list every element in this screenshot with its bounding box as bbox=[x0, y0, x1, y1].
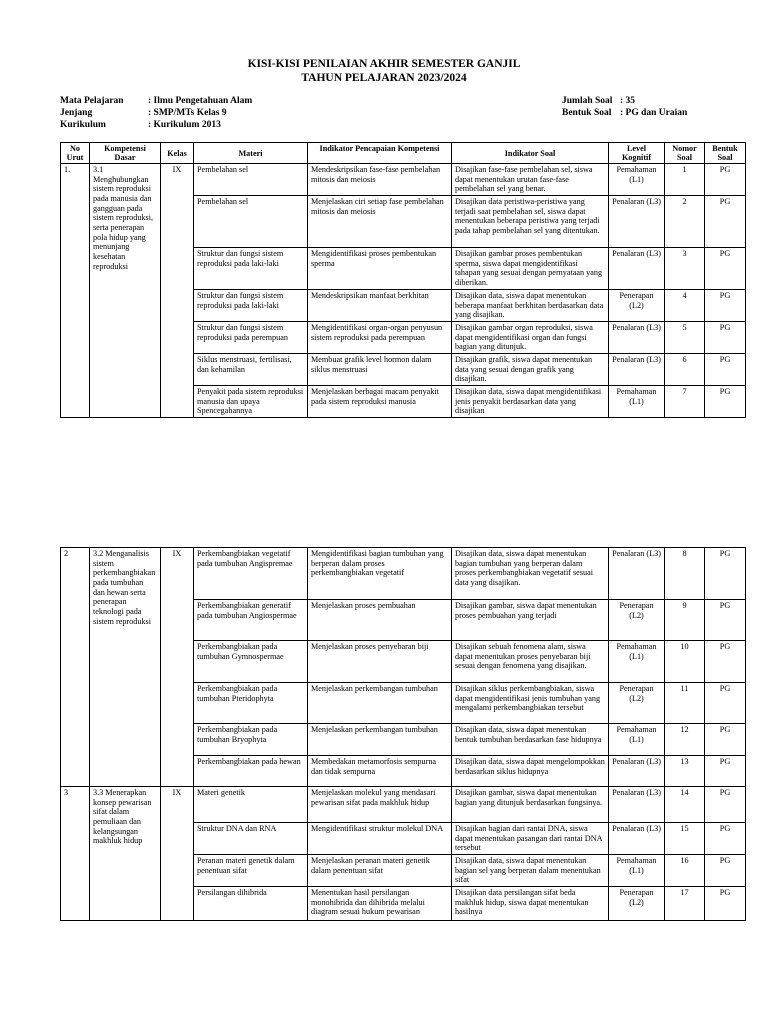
header-indikator: Indikator Soal bbox=[452, 143, 609, 164]
cell-bentuk: PG bbox=[705, 600, 746, 641]
cell-indikator: Disajikan bagian dari rantai DNA, siswa dapat menentukan pasangan dari rantai DNA tersebut bbox=[452, 823, 609, 855]
meta-jumlah-value: : 35 bbox=[620, 96, 636, 106]
cell-bentuk: PG bbox=[705, 756, 746, 787]
cell-bentuk: PG bbox=[705, 354, 746, 386]
meta-kurikulum-value: : Kurikulum 2013 bbox=[148, 120, 221, 130]
header-bentuk: Bentuk Soal bbox=[705, 143, 746, 164]
table-header-row bbox=[61, 143, 746, 164]
cell-materi: Perkembangbiakan pada tumbuhan Pteridophyta bbox=[194, 683, 308, 724]
cell-indikator: Disajikan gambar proses pembentukan sperma, siswa dapat mengidentifikasi tahapan yang sesuai dengan pernyataan yang diberikan. bbox=[452, 248, 609, 290]
cell-materi: Pembelahan sel bbox=[194, 164, 308, 196]
cell-ipk: Mengidentifikasi proses pembentukan sperma bbox=[308, 248, 452, 290]
cell-nomor: 16 bbox=[665, 855, 705, 887]
cell-nomor: 9 bbox=[665, 600, 705, 641]
cell-no: 3 bbox=[61, 787, 90, 921]
cell-materi: Siklus menstruasi, fertilisasi, dan kehamilan bbox=[194, 354, 308, 386]
cell-ipk: Membedakan metamorfosis sempurna dan tidak sempurna bbox=[308, 756, 452, 787]
table-row bbox=[61, 548, 746, 600]
cell-indikator: Disajikan sebuah fenomena alam, siswa dapat menentukan proses penyebaran biji sesuai dengan fenomena yang disajikan. bbox=[452, 641, 609, 683]
meta-jenjang bbox=[60, 108, 227, 118]
cell-bentuk: PG bbox=[705, 724, 746, 756]
cell-indikator: Disajikan gambar organ reproduksi, siswa dapat mengidentifikasi organ dan fungsi bagian yang ditunjuk. bbox=[452, 322, 609, 354]
cell-ipk: Mendeskripsikan fase-fase pembelahan mitosis dan meiosis bbox=[308, 164, 452, 196]
cell-bentuk: PG bbox=[705, 823, 746, 855]
cell-materi: Materi genetik bbox=[194, 787, 308, 823]
cell-materi: Perkembangbiakan pada tumbuhan Bryophyta bbox=[194, 724, 308, 756]
meta-bentuk-value: : PG dan Uraian bbox=[620, 108, 688, 118]
cell-ipk: Menjelaskan perkembangan tumbuhan bbox=[308, 683, 452, 724]
cell-bentuk: PG bbox=[705, 248, 746, 290]
header-kelas: Kelas bbox=[161, 143, 194, 164]
cell-materi: Penyakit pada sistem reproduksi manusia dan upaya Spencegahannya bbox=[194, 386, 308, 418]
cell-indikator: Disajikan data peristiwa-peristiwa yang terjadi saat pembelahan sel, siswa dapat menentukan beberapa peristiwa yang terjadi pada tahap pembelahan sel yang ditentukan. bbox=[452, 196, 609, 248]
table-row bbox=[61, 787, 746, 823]
cell-level: Penalaran (L3) bbox=[609, 548, 665, 600]
cell-indikator: Disajikan data, siswa dapat mengelompokkan berdasarkan siklus hidupnya bbox=[452, 756, 609, 787]
cell-nomor: 14 bbox=[665, 787, 705, 823]
header-no: No Urut bbox=[61, 143, 90, 164]
document-title: KISI-KISI PENILAIAN AKHIR SEMESTER GANJIL bbox=[247, 58, 521, 70]
cell-level: Penerapan (L2) bbox=[609, 290, 665, 322]
cell-nomor: 5 bbox=[665, 322, 705, 354]
cell-indikator: Disajikan gambar, siswa dapat menentukan bagian yang ditunjuk berdasarkan fungsinya. bbox=[452, 787, 609, 823]
cell-materi: Persilangan dihibrida bbox=[194, 887, 308, 921]
cell-kelas: IX bbox=[161, 548, 194, 787]
cell-nomor: 7 bbox=[665, 386, 705, 418]
header-materi: Materi bbox=[194, 143, 308, 164]
meta-mapel-value: : Ilmu Pengetahuan Alam bbox=[148, 96, 253, 106]
meta-jumlah-label: Jumlah Soal bbox=[562, 96, 613, 106]
meta-bentuk bbox=[562, 108, 688, 118]
cell-indikator: Disajikan data, siswa dapat mengidentifikasi jenis penyakit berdasarkan data yang disajikan bbox=[452, 386, 609, 418]
cell-indikator: Disajikan grafik, siswa dapat menentukan data yang sesuai dengan grafik yang disajikan. bbox=[452, 354, 609, 386]
cell-level: Pemahaman (L1) bbox=[609, 641, 665, 683]
cell-nomor: 4 bbox=[665, 290, 705, 322]
cell-nomor: 17 bbox=[665, 887, 705, 921]
cell-nomor: 15 bbox=[665, 823, 705, 855]
cell-nomor: 2 bbox=[665, 196, 705, 248]
cell-bentuk: PG bbox=[705, 787, 746, 823]
cell-bentuk: PG bbox=[705, 164, 746, 196]
cell-bentuk: PG bbox=[705, 683, 746, 724]
cell-indikator: Disajikan siklus perkembangbiakan, siswa dapat mengidentifikasi jenis tumbuhan yang mengalami perkembangbiakan tersebut bbox=[452, 683, 609, 724]
cell-ipk: Menentukan hasil persilangan monohibrida dan dihibrida melalui diagram sesuai hukum pewarisan bbox=[308, 887, 452, 921]
cell-level: Pemahaman (L1) bbox=[609, 855, 665, 887]
table-row bbox=[61, 164, 746, 196]
cell-nomor: 11 bbox=[665, 683, 705, 724]
cell-ipk: Menjelaskan ciri setiap fase pembelahan mitosis dan meiosis bbox=[308, 196, 452, 248]
header-kd: Kompetensi Dasar bbox=[90, 143, 161, 164]
cell-nomor: 13 bbox=[665, 756, 705, 787]
cell-ipk: Mendeskripsikan manfaat berkhitan bbox=[308, 290, 452, 322]
cell-level: Penalaran (L3) bbox=[609, 823, 665, 855]
cell-nomor: 10 bbox=[665, 641, 705, 683]
cell-bentuk: PG bbox=[705, 196, 746, 248]
cell-level: Pemahaman (L1) bbox=[609, 386, 665, 418]
cell-level: Penalaran (L3) bbox=[609, 787, 665, 823]
cell-indikator: Disajikan fase-fase pembelahan sel, siswa dapat menentukan urutan fase-fase pembelahan sel yang benar. bbox=[452, 164, 609, 196]
cell-bentuk: PG bbox=[705, 887, 746, 921]
cell-indikator: Disajikan data persilangan sifat beda makhluk hidup, siswa dapat menentukan hasilnya bbox=[452, 887, 609, 921]
kisi-kisi-table-page2 bbox=[60, 547, 746, 921]
cell-level: Penalaran (L3) bbox=[609, 756, 665, 787]
cell-indikator: Disajikan data, siswa dapat menentukan bagian tumbuhan yang berperan dalam proses perkembangbiakan vegetatif sesuai data yang disajikan. bbox=[452, 548, 609, 600]
cell-indikator: Disajikan data, siswa dapat menentukan bentuk tumbuhan berdasarkan fase hidupnya bbox=[452, 724, 609, 756]
cell-kd: 3.3 Menerapkan konsep pewarisan sifat dalam pemuliaan dan kelangsungan makhluk hidup bbox=[90, 787, 161, 921]
cell-ipk: Menjelaskan proses penyebaran biji bbox=[308, 641, 452, 683]
cell-materi: Perkembangbiakan generatif pada tumbuhan Angiospermae bbox=[194, 600, 308, 641]
cell-indikator: Disajikan data, siswa dapat menentukan beberapa manfaat berkhitan berdasarkan data yang disajikan. bbox=[452, 290, 609, 322]
cell-level: Penalaran (L3) bbox=[609, 354, 665, 386]
cell-materi: Struktur dan fungsi sistem reproduksi pada perempuan bbox=[194, 322, 308, 354]
cell-ipk: Mengidentifikasi struktur molekul DNA bbox=[308, 823, 452, 855]
cell-materi: Struktur DNA dan RNA bbox=[194, 823, 308, 855]
cell-materi: Perkembangbiakan pada tumbuhan Gymnospermae bbox=[194, 641, 308, 683]
meta-mapel-label: Mata Pelajaran bbox=[60, 96, 124, 106]
header-level: Level Kognitif bbox=[609, 143, 665, 164]
cell-indikator: Disajikan data, siswa dapat menentukan bagian sel yang berperan dalam menentukan sifat bbox=[452, 855, 609, 887]
cell-ipk: Membuat grafik level hormon dalam siklus menstruasi bbox=[308, 354, 452, 386]
meta-bentuk-label: Bentuk Soal bbox=[562, 108, 612, 118]
meta-kurikulum bbox=[60, 120, 221, 130]
document-subtitle: TAHUN PELAJARAN 2023/2024 bbox=[301, 72, 467, 84]
cell-no: 1. bbox=[61, 164, 90, 418]
cell-kd: 3.1 Menghubungkan sistem reproduksi pada manusia dan gangguan pada sistem reproduksi, serta penerapan pola hidup yang menunjang kesehatan reproduksi bbox=[90, 164, 161, 418]
cell-ipk: Menjelaskan perkembangan tumbuhan bbox=[308, 724, 452, 756]
cell-level: Penerapan (L2) bbox=[609, 887, 665, 921]
cell-materi: Pembelahan sel bbox=[194, 196, 308, 248]
cell-materi: Struktur dan fungsi sistem reproduksi pada laki-laki bbox=[194, 290, 308, 322]
cell-materi: Peranan materi genetik dalam penentuan sifat bbox=[194, 855, 308, 887]
cell-level: Penalaran (L3) bbox=[609, 196, 665, 248]
cell-level: Penerapan (L2) bbox=[609, 600, 665, 641]
header-nomor: Nomor Soal bbox=[665, 143, 705, 164]
cell-kelas: IX bbox=[161, 164, 194, 418]
cell-bentuk: PG bbox=[705, 855, 746, 887]
meta-jumlah bbox=[562, 96, 636, 106]
cell-materi: Perkembangbiakan vegetatif pada tumbuhan Angispremae bbox=[194, 548, 308, 600]
cell-nomor: 3 bbox=[665, 248, 705, 290]
header-ipk: Indikator Pencapaian Kompetensi bbox=[308, 143, 452, 164]
cell-bentuk: PG bbox=[705, 386, 746, 418]
cell-kelas: IX bbox=[161, 787, 194, 921]
cell-nomor: 6 bbox=[665, 354, 705, 386]
cell-nomor: 1 bbox=[665, 164, 705, 196]
cell-ipk: Menjelaskan peranan materi genetik dalam penentuan sifat bbox=[308, 855, 452, 887]
cell-ipk: Mengidentifikasi organ-organ penyusun sistem reproduksi pada perempuan bbox=[308, 322, 452, 354]
cell-level: Pemahaman (L1) bbox=[609, 164, 665, 196]
cell-bentuk: PG bbox=[705, 548, 746, 600]
cell-bentuk: PG bbox=[705, 322, 746, 354]
cell-ipk: Mengidentifikasi bagian tumbuhan yang berperan dalam proses perkembangbiakan vegetatif bbox=[308, 548, 452, 600]
cell-nomor: 12 bbox=[665, 724, 705, 756]
cell-bentuk: PG bbox=[705, 641, 746, 683]
cell-kd: 3.2 Menganalisis sistem perkembangbiakan pada tumbuhan dan hewan serta penerapan teknologi pada sistem reproduksi bbox=[90, 548, 161, 787]
meta-mapel bbox=[60, 96, 253, 106]
meta-jenjang-value: : SMP/MTs Kelas 9 bbox=[148, 108, 227, 118]
cell-materi: Perkembangbiakan pada hewan bbox=[194, 756, 308, 787]
cell-level: Penerapan (L2) bbox=[609, 683, 665, 724]
cell-bentuk: PG bbox=[705, 290, 746, 322]
meta-kurikulum-label: Kurikulum bbox=[60, 120, 106, 130]
kisi-kisi-table-page1 bbox=[60, 142, 746, 418]
cell-no: 2 bbox=[61, 548, 90, 787]
cell-level: Penalaran (L3) bbox=[609, 248, 665, 290]
cell-ipk: Menjelaskan molekul yang mendasari pewarisan sifat pada makhluk hidup bbox=[308, 787, 452, 823]
cell-level: Penalaran (L3) bbox=[609, 322, 665, 354]
cell-ipk: Menjelaskan berbagai macam penyakit pada sistem reproduksi manusia bbox=[308, 386, 452, 418]
cell-materi: Struktur dan fungsi sistem reproduksi pada laki-laki bbox=[194, 248, 308, 290]
meta-jenjang-label: Jenjang bbox=[60, 108, 93, 118]
cell-indikator: Disajikan gambar, siswa dapat menentukan proses pembuahan yang terjadi bbox=[452, 600, 609, 641]
cell-level: Pemahaman (L1) bbox=[609, 724, 665, 756]
cell-ipk: Menjelaskan proses pembuahan bbox=[308, 600, 452, 641]
cell-nomor: 8 bbox=[665, 548, 705, 600]
